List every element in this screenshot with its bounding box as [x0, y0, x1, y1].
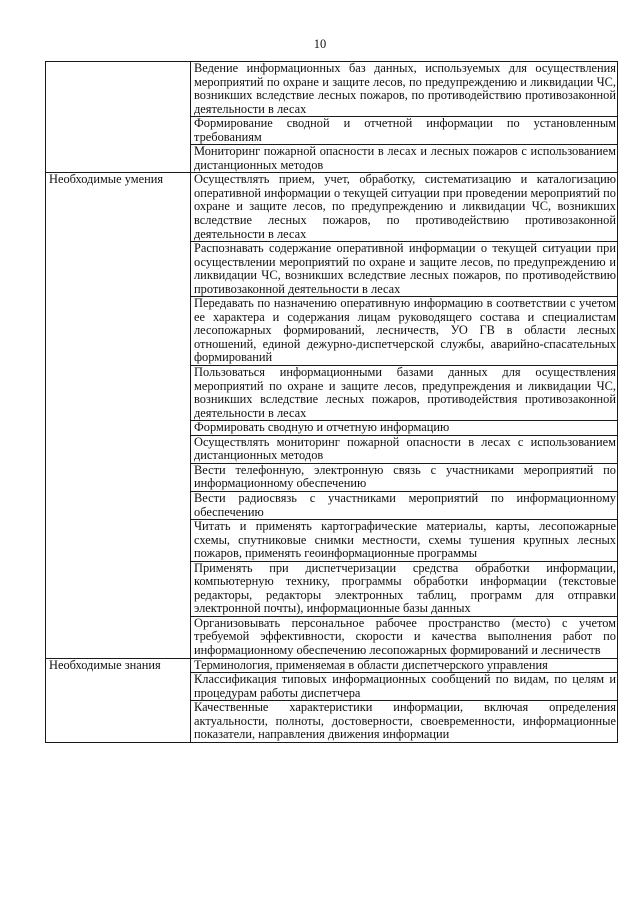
- requirements-table: [45, 61, 618, 743]
- row-text: Осуществлять прием, учет, обработку, систематизацию и каталогизацию оперативной информации о текущей ситуации при проведении мероприятий по охране и защите лесов, по предупреждению и ликвидации ЧС, возникших вследствие лесных пожаров, по противодействию противозаконной деятельности в лесах: [191, 173, 618, 242]
- row-label-knowledge: Необходимые знания: [46, 658, 191, 742]
- row-text: Мониторинг пожарной опасности в лесах и лесных пожаров с использованием дистанционных методов: [191, 145, 618, 173]
- table-row: [46, 62, 618, 117]
- row-text: Классификация типовых информационных сообщений по видам, по целям и процедурам работы диспетчера: [191, 673, 618, 701]
- row-text: Распознавать содержание оперативной информации о текущей ситуации при осуществлении мероприятий по охране и защите лесов, по предупреждению и ликвидации ЧС, возникших вследствие лесных пожаров, по противодействию противозаконной деятельности в лесах: [191, 242, 618, 297]
- row-text: Формировать сводную и отчетную информацию: [191, 421, 618, 436]
- row-text: Читать и применять картографические материалы, карты, лесопожарные схемы, спутниковые снимки местности, схемы тушения крупных лесных пожаров, применять геоинформационные программы: [191, 520, 618, 562]
- row-text: Осуществлять мониторинг пожарной опасности в лесах с использованием дистанционных методов: [191, 435, 618, 463]
- row-text: Организовывать персональное рабочее пространство (место) с учетом требуемой эффективности, скорости и качества выполнения работ по информационному обеспечению лесопожарных формирований и лесничеств: [191, 616, 618, 658]
- row-text: Вести телефонную, электронную связь с участниками мероприятий по информационному обеспечению: [191, 463, 618, 491]
- table-row: [46, 173, 618, 242]
- row-text: Передавать по назначению оперативную информацию в соответствии с учетом ее характера и содержания лицам руководящего состава и специалистам лесопожарных формирований, лесничеств, УО ГВ в области лесных отношений, единой дежурно-диспетчерской службы, аварийно-спасательных формирований: [191, 297, 618, 366]
- row-label-skills: Необходимые умения: [46, 173, 191, 658]
- row-text: Ведение информационных баз данных, используемых для осуществления мероприятий по охране и защите лесов, по предупреждению и ликвидации ЧС, возникших вследствие лесных пожаров, по противодействию противозаконной деятельности в лесах: [191, 62, 618, 117]
- row-text: Вести радиосвязь с участниками мероприятий по информационному обеспечению: [191, 491, 618, 519]
- table-row: [46, 658, 618, 673]
- row-text: Пользоваться информационными базами данных для осуществления мероприятий по охране и защите лесов, предупреждения и ликвидации ЧС, возникших вследствие лесных пожаров, противодействия противозаконной деятельности в лесах: [191, 366, 618, 421]
- row-text: Формирование сводной и отчетной информации по установленным требованиям: [191, 117, 618, 145]
- row-label: [46, 62, 191, 173]
- page-number: 10: [313, 37, 327, 51]
- row-text: Терминология, применяемая в области диспетчерского управления: [191, 658, 618, 673]
- row-text: Качественные характеристики информации, включая определения актуальности, полноты, достоверности, своевременности, информационные показатели, направления движения информации: [191, 701, 618, 743]
- row-text: Применять при диспетчеризации средства обработки информации, компьютерную технику, программы обработки информации (текстовые редакторы, редакторы электронных таблиц, программ для отправки электронной почты), информационные базы данных: [191, 561, 618, 616]
